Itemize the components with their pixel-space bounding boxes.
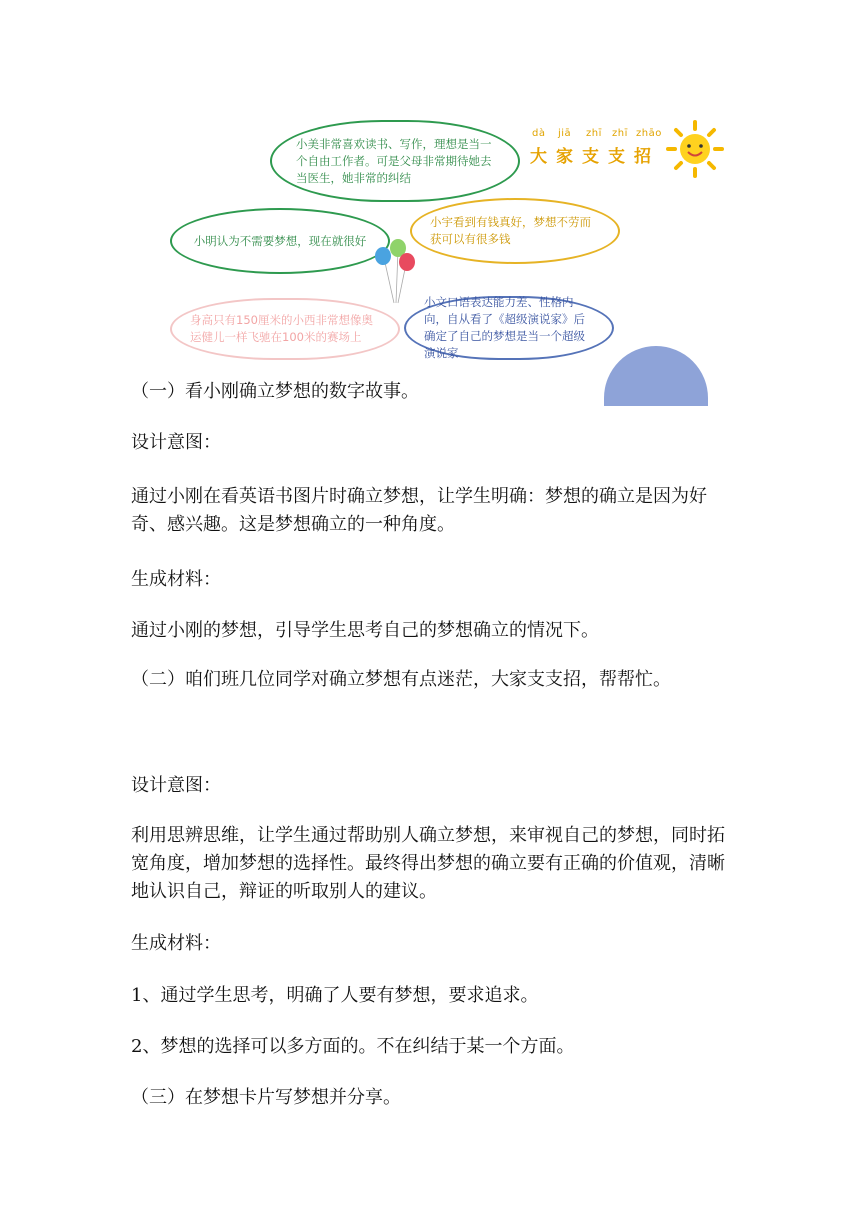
dajia-zhizhizhao-title xyxy=(530,128,670,176)
title-char: 家 xyxy=(556,147,573,167)
bubble-text: 小明认为不需要梦想，现在就很好 xyxy=(193,233,367,248)
section-1-intent-label: 设计意图： xyxy=(131,432,221,453)
section-3-heading: （三）在梦想卡片写梦想并分享。 xyxy=(131,1087,401,1108)
balloons-icon xyxy=(372,238,422,308)
section-2-intent-text: 利用思辨思维，让学生通过帮助别人确立梦想，来审视自己的梦想，同时拓宽角度，增加梦想的选择性。最终得出梦想的确立要有正确的价值观，清晰地认识自己，辩证的听取别人的建议。 xyxy=(131,825,725,902)
title-char: 招 xyxy=(634,147,651,167)
illustration-panel xyxy=(160,110,740,370)
pinyin: zhī xyxy=(612,128,628,139)
speech-bubble-xiaowen xyxy=(404,296,614,360)
section-1-intent-text: 通过小刚在看英语书图片时确立梦想，让学生明确：梦想的确立是因为好奇、感兴趣。这是梦想确立的一种角度。 xyxy=(131,486,707,535)
speech-bubble-xiaoming xyxy=(170,208,390,274)
section-1-material-label: 生成材料： xyxy=(131,569,221,590)
pinyin: dà xyxy=(532,128,546,139)
speech-bubble-xiaoyu xyxy=(410,198,620,264)
speech-bubble-xiaoxi xyxy=(170,298,400,360)
section-2-material-label: 生成材料： xyxy=(131,933,221,954)
bubble-text: 小文口语表达能力差、性格内向，自从看了《超级演说家》后确定了自己的梦想是当一个超级演说家 xyxy=(424,295,585,360)
bubble-text: 小美非常喜欢读书、写作，理想是当一个自由工作者。可是父母非常期待她去当医生，她非常的纠结 xyxy=(296,136,492,185)
section-2-material-item-2: 2、梦想的选择可以多方面的。不在纠结于某一个方面。 xyxy=(131,1036,575,1057)
pinyin: jiā xyxy=(558,128,572,139)
blue-hill-decoration xyxy=(604,346,708,406)
section-2-material-item-1: 1、通过学生思考，明确了人要有梦想，要求追求。 xyxy=(131,985,539,1006)
speech-bubble-xiaomei xyxy=(270,120,520,202)
section-2-intent-label: 设计意图： xyxy=(131,775,221,796)
bubble-text: 身高只有150厘米的小西非常想像奥运健儿一样飞驰在100米的赛场上 xyxy=(190,313,373,344)
pinyin: zhī xyxy=(586,128,602,139)
pinyin: zhāo xyxy=(636,128,662,139)
title-char: 大 xyxy=(530,147,547,167)
section-1-heading: （一）看小刚确立梦想的数字故事。 xyxy=(131,381,419,402)
sun-icon xyxy=(666,120,724,178)
title-char: 支 xyxy=(582,147,599,167)
section-2-heading: （二）咱们班几位同学对确立梦想有点迷茫，大家支支招，帮帮忙。 xyxy=(131,669,671,690)
title-char: 支 xyxy=(608,147,625,167)
bubble-text: 小宇看到有钱真好，梦想不劳而获可以有很多钱 xyxy=(430,215,591,246)
section-1-material-text: 通过小刚的梦想，引导学生思考自己的梦想确立的情况下。 xyxy=(131,620,599,641)
